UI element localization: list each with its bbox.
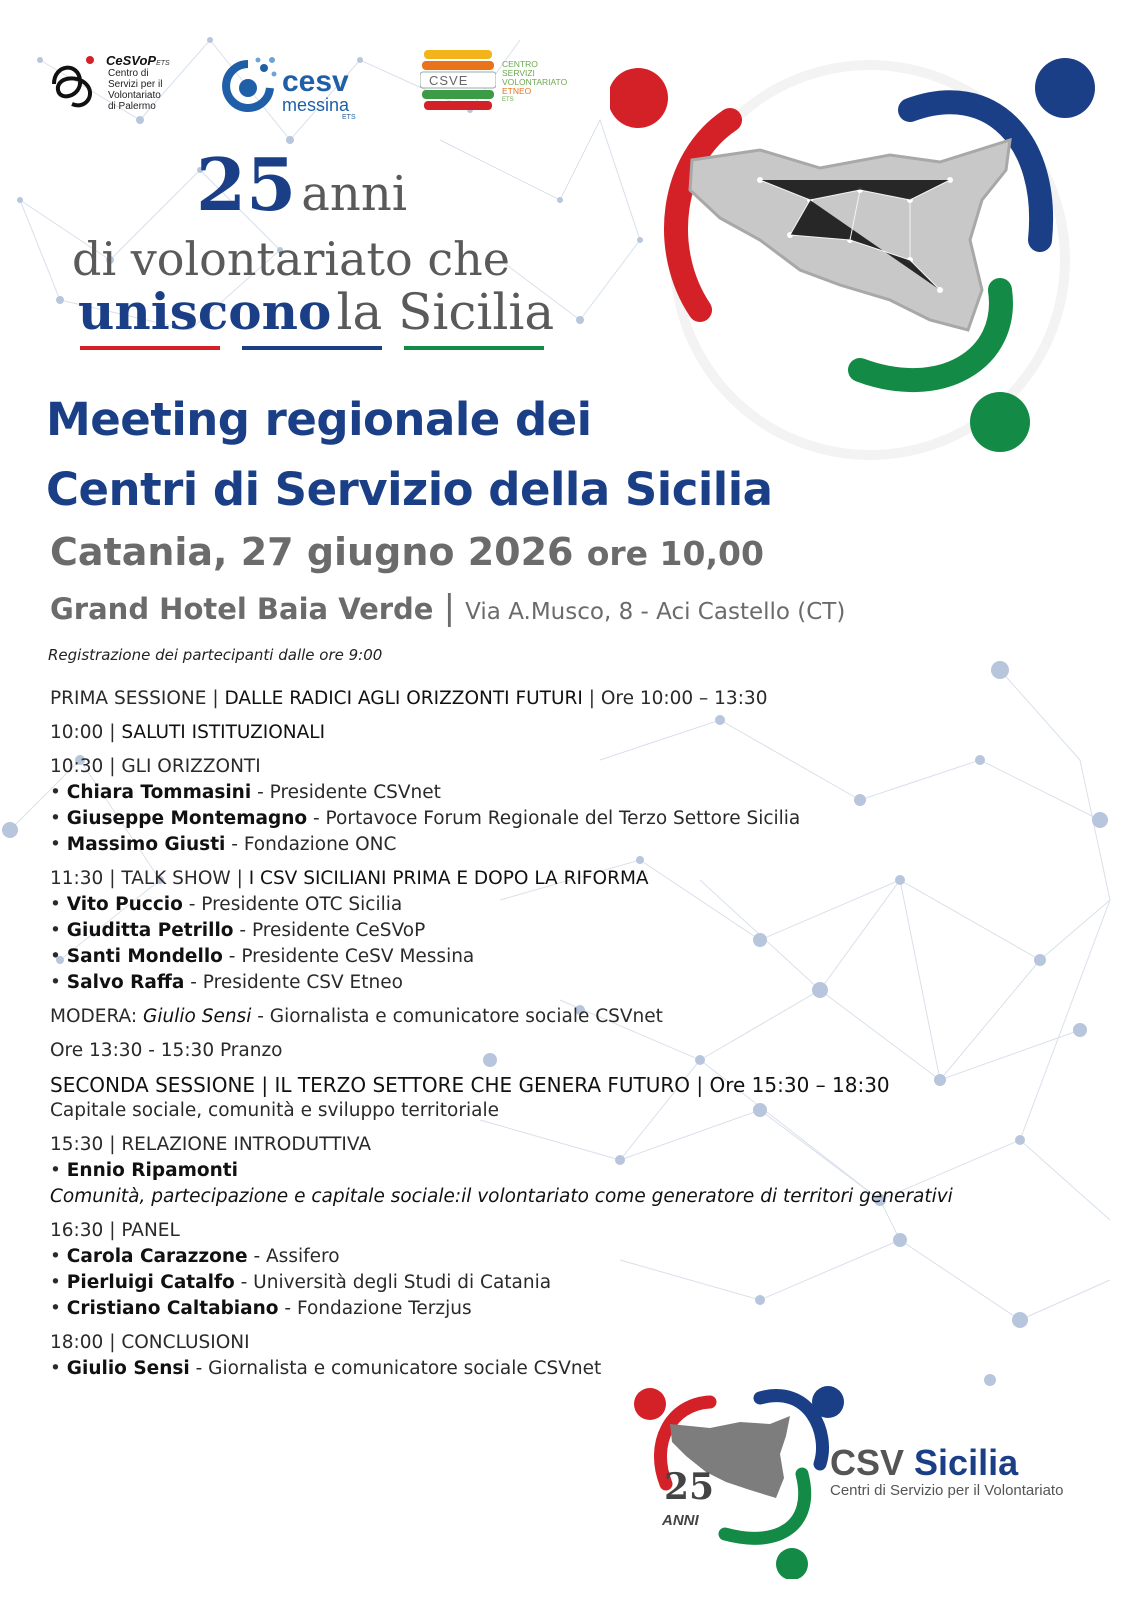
speaker-name: Ennio Ripamonti [66, 1160, 238, 1181]
speaker-row: • Ennio Ripamonti [50, 1160, 238, 1181]
speaker-row: • Giuseppe Montemagno - Portavoce Forum Regionale del Terzo Settore Sicilia [50, 808, 801, 829]
speaker-row: • Giulio Sensi - Giornalista e comunicatore sociale CSVnet [50, 1358, 602, 1379]
brand-sicilia: Sicilia [914, 1442, 1019, 1483]
greetings-item: 10:00 | SALUTI ISTITUZIONALI [50, 722, 326, 743]
speaker-role: Università degli Studi di Catania [253, 1272, 552, 1293]
speaker-name: Chiara Tommasini [66, 782, 252, 803]
event-title-line2: Centri di Servizio della Sicilia [46, 463, 773, 516]
csve-ets: ETS [502, 97, 514, 103]
emblem-blue-dot [1035, 58, 1095, 118]
moderator-role: Giornalista e comunicatore sociale CSVnet [269, 1006, 663, 1027]
footer-green-dot [776, 1548, 808, 1579]
cesvop-line: di Palermo [108, 101, 156, 112]
speaker-name: Vito Puccio [66, 894, 183, 915]
speaker-name: Pierluigi Catalfo [66, 1272, 235, 1293]
speaker-row: • Chiara Tommasini - Presidente CSVnet [50, 782, 441, 803]
item-title: I CSV SICILIANI PRIMA E DOPO LA RIFORMA [248, 868, 649, 889]
item-time: 18:00 [50, 1332, 104, 1353]
registration-note: Registrazione dei partecipanti dalle ore 9:00 [48, 646, 383, 664]
emblem-green-dot [970, 392, 1030, 452]
speaker-name: Salvo Raffa [66, 972, 185, 993]
headline-line2: di volontariato che [72, 232, 510, 286]
session2-label: SECONDA SESSIONE [50, 1073, 256, 1097]
red-underline [80, 346, 220, 350]
session2-title: IL TERZO SETTORE CHE GENERA FUTURO [274, 1073, 691, 1097]
speaker-row: • Cristiano Caltabiano - Fondazione Terzjus [50, 1298, 472, 1319]
csve-line: SERVIZI [502, 68, 535, 78]
speaker-name: Giuseppe Montemagno [66, 808, 308, 829]
speaker-row: • Pierluigi Catalfo - Università degli Studi di Catania [50, 1272, 552, 1293]
speaker-role: Presidente CSV Etneo [202, 972, 403, 993]
event-title-line1: Meeting regionale dei [46, 393, 592, 446]
cesvop-logo[interactable] [46, 52, 186, 122]
intro-item: 15:30 | RELAZIONE INTRODUTTIVA [50, 1134, 372, 1155]
speaker-role: Portavoce Forum Regionale del Terzo Settore Sicilia [325, 808, 801, 829]
cesv-name: cesv [282, 65, 349, 98]
brand-csv: CSV [830, 1442, 905, 1483]
session1-header: PRIMA SESSIONE | DALLE RADICI AGLI ORIZZONTI FUTURI | Ore 10:00 – 13:30 [50, 688, 768, 709]
item-time: 11:30 [50, 868, 104, 889]
speaker-name: Giulio Sensi [66, 1358, 190, 1379]
item-label: TALK SHOW [121, 868, 231, 889]
cesvop-line: Volontariato [108, 90, 161, 101]
moderator-name: Giulio Sensi [143, 1006, 252, 1027]
blue-underline [242, 346, 382, 350]
speaker-row: • Salvo Raffa - Presidente CSV Etneo [50, 972, 403, 993]
csv-sicilia-25-emblem [630, 1374, 850, 1579]
item-title: RELAZIONE INTRODUTTIVA [121, 1134, 372, 1155]
cesv-ets: ETS [342, 114, 356, 121]
cesvop-name: CeSVoP [106, 53, 157, 68]
cesvop-subtitle [108, 68, 162, 112]
program [50, 686, 953, 1382]
speaker-role: Presidente OTC Sicilia [201, 894, 403, 915]
session1-title: DALLE RADICI AGLI ORIZZONTI FUTURI [224, 688, 583, 709]
horizons-item: 10:30 | GLI ORIZZONTI [50, 756, 261, 777]
speaker-role: Assifero [266, 1246, 340, 1267]
session2-subtitle: Capitale sociale, comunità e sviluppo territoriale [50, 1100, 499, 1121]
csve-badge: CSVE [429, 73, 469, 88]
event-title [46, 385, 773, 525]
panel-item: 16:30 | PANEL [50, 1220, 180, 1241]
speaker-role: Giornalista e comunicatore sociale CSVnet [208, 1358, 602, 1379]
speaker-row: • Carola Carazzone - Assifero [50, 1246, 340, 1267]
speaker-name: Cristiano Caltabiano [66, 1298, 279, 1319]
venue-name: Grand Hotel Baia Verde [50, 592, 434, 626]
headline-line1 [196, 142, 407, 227]
headline-line3 [78, 282, 554, 341]
footer-red-dot [634, 1388, 666, 1420]
csve-subtitle [502, 60, 567, 105]
anniversary-word: ANNI [662, 1512, 699, 1529]
session2-header: SECONDA SESSIONE | IL TERZO SETTORE CHE GENERA FUTURO | Ore 15:30 – 18:30 [50, 1073, 890, 1097]
speaker-role: Fondazione Terzjus [296, 1298, 472, 1319]
item-title: SALUTI ISTITUZIONALI [121, 722, 326, 743]
speaker-row: • Giuditta Petrillo - Presidente CeSVoP [50, 920, 426, 941]
csve-line: CENTRO [502, 59, 538, 69]
headline-anni: anni [301, 166, 408, 222]
cesv-messina-logo[interactable] [218, 38, 378, 128]
speaker-role: Fondazione ONC [243, 834, 397, 855]
lunch-row: Ore 13:30 - 15:30 Pranzo [50, 1040, 283, 1061]
moderator-row: MODERA: Giulio Sensi - Giornalista e comunicatore sociale CSVnet [50, 1006, 663, 1027]
green-underline [404, 346, 544, 350]
conclusions-item: 18:00 | CONCLUSIONI [50, 1332, 250, 1353]
cesvop-line: Centro di [108, 68, 149, 79]
cesvop-ets: ETS [156, 60, 170, 67]
event-venue [50, 588, 845, 628]
anniversary-number: 25 [664, 1466, 715, 1508]
speaker-row: • Santi Mondello - Presidente CeSV Messina [50, 946, 475, 967]
cesvop-line: Servizi per il [108, 79, 163, 90]
venue-separator: | [443, 588, 456, 628]
cesv-city: messina [282, 95, 350, 115]
item-title: GLI ORIZZONTI [121, 756, 261, 777]
item-time: 16:30 [50, 1220, 104, 1241]
speaker-name: Santi Mondello [66, 946, 223, 967]
item-title: CONCLUSIONI [121, 1332, 250, 1353]
moderator-label: MODERA: [50, 1006, 138, 1027]
emblem-red-dot [610, 68, 668, 128]
speaker-name: Giuditta Petrillo [66, 920, 234, 941]
speaker-role: Presidente CeSV Messina [241, 946, 475, 967]
talkshow-item: 11:30 | TALK SHOW | I CSV SICILIANI PRIMA E DOPO LA RIFORMA [50, 868, 649, 889]
csv-sicilia-brand [830, 1442, 1018, 1484]
headline-number: 25 [196, 142, 297, 227]
headline-sicily: la Sicilia [336, 283, 555, 341]
csv-sicilia-tagline: Centri di Servizio per il Volontariato [830, 1482, 1064, 1499]
venue-address: Via A.Musco, 8 - Aci Castello (CT) [465, 599, 846, 625]
item-time: 10:00 [50, 722, 104, 743]
headline-unite: uniscono [78, 282, 332, 341]
speaker-role: Presidente CeSVoP [251, 920, 426, 941]
csve-line: ETNEO [502, 86, 532, 96]
item-time: 10:30 [50, 756, 104, 777]
cesvop-mark-icon [46, 54, 106, 114]
event-date [50, 530, 764, 574]
event-city-date: Catania, 27 giugno 2026 [50, 530, 574, 574]
intro-topic: Comunità, partecipazione e capitale sociale:il volontariato come generatore di territori generativi [50, 1186, 953, 1207]
session2-time: Ore 15:30 – 18:30 [709, 1073, 890, 1097]
csve-logo[interactable] [420, 46, 580, 121]
cesv-messina-mark-icon [218, 56, 278, 116]
item-title: PANEL [121, 1220, 180, 1241]
session1-label: PRIMA SESSIONE [50, 688, 207, 709]
speaker-name: Massimo Giusti [66, 834, 226, 855]
event-time: ore 10,00 [586, 534, 764, 573]
speaker-row: • Vito Puccio - Presidente OTC Sicilia [50, 894, 403, 915]
speaker-name: Carola Carazzone [66, 1246, 248, 1267]
speaker-row: • Massimo Giusti - Fondazione ONC [50, 834, 397, 855]
item-time: 15:30 [50, 1134, 104, 1155]
csve-line: VOLONTARIATO [502, 77, 568, 87]
speaker-role: Presidente CSVnet [269, 782, 441, 803]
session1-time: Ore 10:00 – 13:30 [600, 688, 768, 709]
